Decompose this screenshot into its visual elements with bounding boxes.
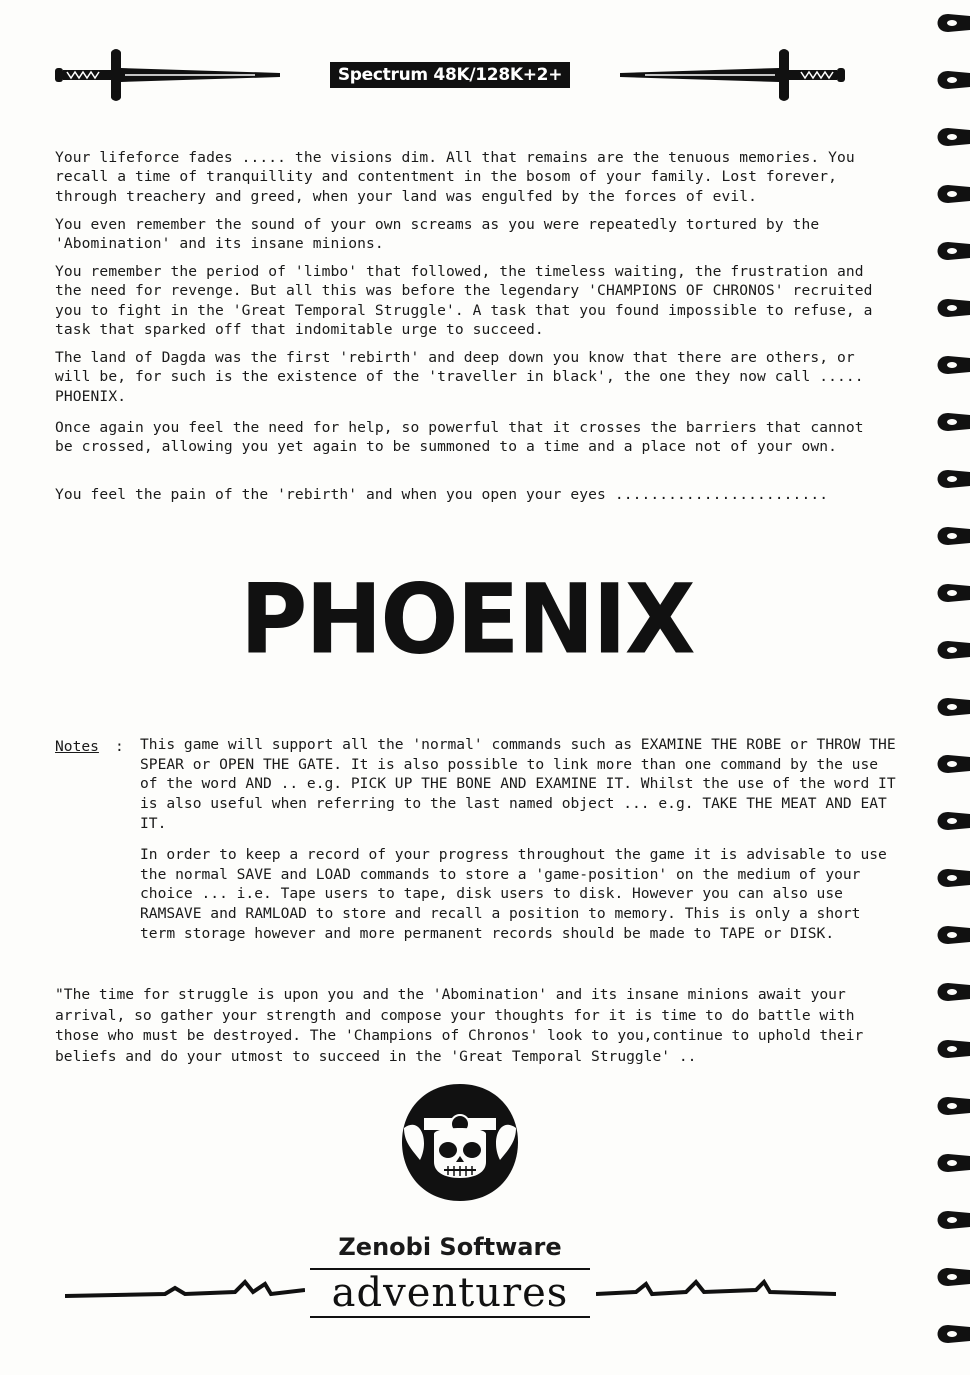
binding-hole [947,533,957,539]
intro-paragraph: Once again you feel the need for help, so powerful that it crosses the barriers that cannot be crossed, allowing you yet again to be summoned to a time and a place not of your own. [55,419,864,456]
intro-paragraph: You even remember the sound of your own screams as you were repeatedly tortured by the 'Abomination' and its insane minions. [55,216,820,253]
binding-hole [947,77,957,83]
intro-paragraph: You feel the pain of the 'rebirth' and when you open your eyes ........................ [55,486,829,503]
intro-paragraph: Your lifeforce fades ..... the visions dim. All that remains are the tenuous memories. You recall a time of tranquillity and contentment in the bosom of your family. Lost forever, through treachery and greed, when your land was engulfed by the forces of evil. [55,149,855,205]
closing-quote: "The time for struggle is upon you and the 'Abomination' and its insane minions await your arrival, so gather your strength and compose your thoughts for it is time to do battle with those who must be destroyed. The 'Champions of Chronos' look to you,continue to uphold their beliefs and do your utmost to succeed in the 'Great Temporal Struggle' .. [55,986,864,1065]
binding-hole [947,704,957,710]
binding-hole [947,590,957,596]
decorative-rule [596,1276,836,1306]
binding-hole [947,305,957,311]
game-title: PHOENIX [240,563,694,676]
binding-hole [947,1160,957,1166]
notes-label: Notes [55,738,99,755]
binding-hole [947,419,957,425]
binding-hole [947,20,957,26]
binding-hole [947,134,957,140]
binding-hole [947,476,957,482]
notes-paragraph: This game will support all the 'normal' commands such as EXAMINE THE ROBE or THROW THE SPEAR or OPEN THE GATE. It is also possible to link more than one command by the use of the word AND .. e.g. PICK UP THE BONE AND EXAMINE IT. Whilst the use of the word IT is also useful when referring to the last named object ... e.g. TAKE THE MEAT AND EAT IT. [140,736,896,832]
decorative-rule [65,1276,305,1306]
intro-paragraph: You remember the period of 'limbo' that followed, the timeless waiting, the frustration and the need for revenge. But all this was before the legendary 'CHAMPIONS OF CHRONOS' recruited you to fight in the 'Great Temporal Struggle'. A task that you found impossible to refuse, a task that sparked off that indomitable urge to succeed. [55,263,873,338]
binding-hole [947,1217,957,1223]
binding-hole [947,875,957,881]
brand-logo: adventures [310,1268,590,1318]
platform-badge: Spectrum 48K/128K+2+ [330,62,570,88]
binding-hole [947,248,957,254]
publisher-name: Zenobi Software [338,1233,562,1261]
notes-paragraph: In order to keep a record of your progress throughout the game it is advisable to use the normal SAVE and LOAD commands to store a 'game-position' on the medium of your choice ... i.e. Tape users to tape, disk users to disk. However you can also use RAMSAVE and RAMLOAD to store and recall a position to memory. This is only a short term storage however and more permanent records should be made to TAPE or DISK. [140,846,887,942]
skull-emblem-icon [400,1080,520,1205]
binding-hole [947,1046,957,1052]
intro-paragraph: The land of Dagda was the first 'rebirth' and deep down you know that there are others, or will be, for such is the existence of the 'traveller in black', the one they now call ..... PHOENIX. [55,349,864,405]
dagger-icon [55,46,280,104]
spiral-binding [930,0,970,1375]
binding-hole [947,818,957,824]
binding-hole [947,932,957,938]
binding-hole [947,362,957,368]
binding-hole [947,647,957,653]
notes-colon: : [115,738,124,755]
header [55,40,845,110]
binding-hole [947,761,957,767]
binding-hole [947,191,957,197]
binding-hole [947,989,957,995]
binding-hole [947,1331,957,1337]
binding-hole [947,1103,957,1109]
binding-hole [947,1274,957,1280]
dagger-icon [620,46,845,104]
